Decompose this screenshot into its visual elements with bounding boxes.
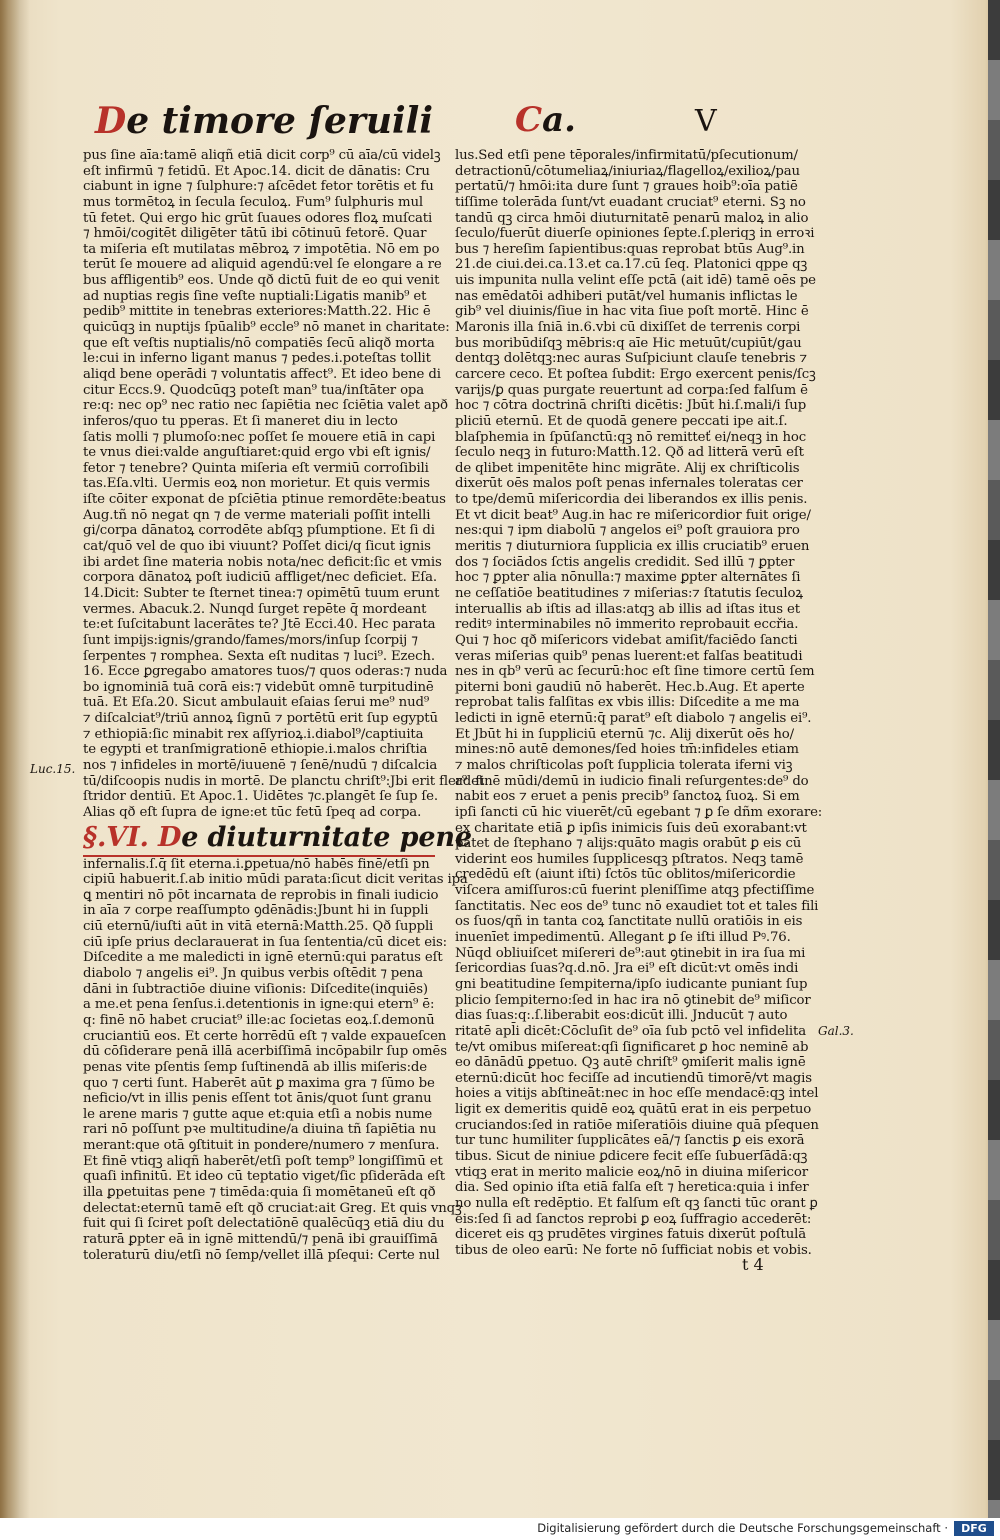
text-line: hoc ⁊ ꝑpter alia nōnulla:⁊ maxime ꝑpter alternātes ſi [455,570,801,586]
text-line: tū/diſcoopis nudis in mortē. De planctu chriſt⁹:Jbi erit fler⁹ et [83,773,485,789]
text-line: te/vt omibus miſereat:qſi ſignificaret ꝑ hoc neminē ab [455,1039,809,1055]
text-line: ciū ipſe prius declarauerat in ſua ſententia/cū dicet eis: [83,934,448,950]
text-line: pedib⁹ mittite in tenebras exteriores:Matth.22. Hic ē [83,304,431,320]
text-line: tandū qꝫ circa hmōi diuturnitatē penarū maloꝝ in alio [455,210,809,226]
text-line: vermes. Abacuk.2. Nunqd ſurget repēte q̄ mordeant [83,601,427,617]
text-line: reditꝰ interminabiles nō immerito reprobauit eccřia. [455,617,799,633]
text-line: reprobat talis falſitas ex vbis illis: Diſcedite a me ma [455,695,800,711]
text-line: ſeculo neqꝫ in futuro:Matth.12. Qð ad litterā verū eſt [455,445,804,461]
text-line: re:q: nec op⁹ nec ratio nec ſapiētia nec ſciētia valet apð [83,398,448,414]
text-line: de qlibet impenitēte hinc migrāte. Alij ex chriſticolis [455,460,800,476]
text-line: Diſcedite a me maledicti in ignē eternū:qui paratus eſt [83,950,443,966]
text-line: ⁊ hmōi/cogitēt diligēter tātū ibi cōtinuū fetorē. Quar [83,226,427,242]
text-line: nos ⁊ infideles in mortē/iuuenē ⁊ ſenē/nudū ⁊ diſcalcia [83,757,438,773]
text-line: 14.Dicit: Subter te ſternet tinea:⁊ opimētū tuum erunt [83,585,440,601]
text-line: uis impunita nulla velint eſſe pctā (ait idē) tamē oēs pe [455,273,816,289]
text-line: os ſuos/qñ in tanta coꝝ ſanctitate nullū oratiōis in eis [455,914,803,930]
text-line: Nūqd obliuiſcet miſereri de⁹:aut ꝯtinebit in ira ſua mi [455,945,806,961]
text-line: ipſi ſancti cū hic viuerēt/cū egebant ⁊ ꝑ ſe dñm exorare: [455,804,823,820]
text-line: infernalis.ſ.q̄ ſit eterna.i.ꝑpetua/nō habēs finē/etſi pn [83,856,430,872]
text-line: ledicti in ignē eternū:q̄ parat⁹ eſt diabolo ⁊ angelis ei⁹. [455,711,812,727]
text-line: gib⁹ vel diuinis/ſiue in hac vita ſiue poſt mortē. Hinc ē [455,304,809,320]
text-line: gi/corpa dānatoꝝ corrodēte abſqꝫ pſumptione. Et ſi di [83,523,435,539]
footer-credit: Digitalisierung gefördert durch die Deutsche Forschungsgemeinschaft · [537,1521,948,1535]
text-line: fetor ⁊ tenebre? Quinta miſeria eſt vermiū corroſibili [83,460,429,476]
text-line: nabit eos ⁊ eruet a penis precib⁹ ſanctoꝝ ſuoꝝ. Si em [455,789,800,805]
text-line: neficio/vt in illis penis eſſent tot ānis/quot ſunt granu [83,1091,432,1107]
text-line: cruciandos:ſed in ratiōe miſeratiōis diuine quā pſequen [455,1117,819,1133]
text-line: inuenīet impedimentū. Allegant ꝑ ſe iſti illud Pꝰ.76. [455,930,791,946]
text-line: ligit ex demeritis quidē eoꝝ quātū erat in eis perpetuo [455,1102,812,1118]
text-line: bus ⁊ hereſim ſapientibus:quas reprobat btūs Aug⁹.in [455,241,805,257]
text-line: dāni in ſubtractiōe diuine viſionis: Diſcedite(inquiēs) [83,981,428,997]
text-line: le:cui in inferno ligant manus ⁊ pedes.i.poteſtas tollit [83,351,431,367]
text-line: dias ſuas:q:.ſ.liberabit eos:dicūt illi. Jnducūt ⁊ auto [455,1008,788,1024]
text-line: tuā. Et Eſa.20. Sicut ambulauit eſaias ſerui me⁹ nud⁹ [83,695,430,711]
text-line: ⁊ ethiopiā:ſic minabit rex aſſyrioꝝ.i.diabol⁹/captiuita [83,726,424,742]
text-line: meritis ⁊ diuturniora ſupplicia ex illis cruciatib⁹ eruen [455,539,810,555]
text-line: veras miſerias quib⁹ penas luerent:et falſas beatitudi [455,648,803,664]
running-head-title [95,100,433,142]
running-head-chapter-initial: C [515,100,543,140]
text-line: ritatē apl̄i dicēt:Cōcluſit de⁹ oīa ſub pctō vel infidelita [455,1023,806,1039]
text-line: plicio ſempiterno:ſed in hac ira nō ꝯtinebit de⁹ miſicor [455,992,811,1008]
text-line: le arene maris ⁊ gutte aque et:quia etſi a nobis nume [83,1106,433,1122]
text-line: ſerpentes ⁊ romphea. Sexta eſt nuditas ⁊ luci⁹. Ezech. [83,648,435,664]
text-line: tibus de oleo earū: Ne forte nō ſufficiat nobis et vobis. [455,1242,812,1258]
text-line: mus tormētoꝝ in ſecula ſeculoꝝ. Fum⁹ ſulphuris mul [83,194,424,210]
text-line: delectat:eternū tamē eſt qð cruciat:ait Greg. Et quis vnqꝫ [83,1200,462,1216]
text-line: bus affligentib⁹ eos. Unde qð dictū fuit de eo qui venit [83,273,440,289]
text-line: mines:nō autē demones/ſed hoies tm̄:infideles etiam [455,742,799,758]
margin-note-left: Luc.15. [30,762,76,776]
left-column-top-text [83,148,485,821]
running-head-initial: D [95,100,127,142]
text-line: fuit qui ſi ſciret poſt delectatiōnē qualēcūqꝫ etiā diu du [83,1216,445,1232]
text-line: te egypti et tranſmigrationē ethiopie.i.malos chriſtia [83,742,428,758]
text-line: cat/quō vel de quo ibi viuunt? Poſſet dici/q ſicut ignis [83,539,431,555]
text-line: diabolo ⁊ angelis ei⁹. Jn quibus verbis oſtēdit ⁊ pena [83,966,424,982]
gutter-shadow [0,0,30,1518]
text-line: quaſi infinitū. Et ideo cū teptatio viget/ſic pſiderāda eſt [83,1169,445,1185]
running-head-chapter [515,100,576,140]
text-line: eſt infirmū ⁊ fetidū. Et Apoc.14. dicit de dānatis: Cru [83,163,430,179]
text-line: rari nō poſſunt pꝛe multitudine/a diuina tñ ſapiētia nu [83,1122,437,1138]
text-line: piterni boni gaudiū nō haberēt. Hec.b.Aug. Et aperte [455,679,805,695]
section-heading [83,821,472,857]
left-column [83,148,485,1263]
text-line: Qui ⁊ hoc qð miſericors videbat amiſit/faciēdo ſancti [455,632,798,648]
text-line: 16. Ecce ꝑgregabo amatores tuos/⁊ quos oderas:⁊ nuda [83,664,448,680]
text-line: a me.et pena ſenſus.i.detentionis in igne:qui etern⁹ ē: [83,997,435,1013]
text-line: cruciantiū eos. Et certe horrēdū eſt ⁊ valde expaueſcen [83,1028,447,1044]
text-line: ⁊ diſcalciat⁹/triū annoꝝ ſignū ⁊ portētū erit ſup egyptū [83,711,438,727]
text-line: pertatū/⁊ hmōi:ita dure ſunt ⁊ graues hoib⁹:oīa patiē [455,179,798,195]
text-line: no nulla eſt redēptio. Et falſum eſt qꝫ ſancti tūc orant ꝑ [455,1195,818,1211]
text-line: ta miſeria eſt mutilatas mēbroꝝ ⁊ impotētia. Nō em po [83,241,440,257]
text-line: tur tunc humiliter ſupplicātes eā/⁊ ſanctis ꝑ eis exorā [455,1133,805,1149]
text-line: ciū eternū/iuſti aūt in vitā eternā:Matth.25. Qð ſuppli [83,919,434,935]
text-line: raturā ꝑpter eā in ignē mittendū/⁊ penā ibi grauiſſimā [83,1231,438,1247]
text-line: te:et ſuſcitabunt lacerātes te? Jtē Ecci.40. Hec parata [83,617,436,633]
dfg-logo: DFG [954,1521,994,1536]
text-line: ⁊ malos chriſticolas poſt ſupplicia tolerata iferni viꝫ [455,757,793,773]
text-line: interuallis ab iſtis ad illas:atqꝫ ab illis ad iſtas itus et [455,601,800,617]
text-line: ne ceſſatiōe beatitudines ⁊ miſerias:⁊ ſtatutis ſeculoꝝ [455,585,803,601]
text-line: ꝗ mentiri nō pōt incarnata de reprobis in finali iudicio [83,887,439,903]
text-line: illa ꝑpetuitas pene ⁊ timēda:quia ſi momētaneū eſt qð [83,1185,436,1200]
text-line: varijs/ꝑ quas purgate reuertunt ad corpa:ſed falſum ē [455,382,808,398]
text-line: credēdū eſt (aiunt iſti) ſctōs tūc oblitos/miſericordie [455,867,796,883]
text-line: nes:qui ⁊ ipm diabolū ⁊ angelos ei⁹ poſt grauiora pro [455,523,800,539]
text-line: dos ⁊ ſociādos ſctis angelis credidit. Sed illū ⁊ ꝑpter [455,554,795,570]
text-line: pus ſine aīa:tamē aliqñ etiā dicit corp⁹ cū aīa/cū videlꝫ [83,148,441,163]
right-column [455,148,823,1258]
left-column-bottom-text [83,856,468,1264]
text-line: terūt ſe mouere ad aliquid agendū:vel ſe elongare a re [83,257,442,273]
text-line: bus moribūdiſqꝫ mēbris:q aīe Hic metuūt/cupiūt/gau [455,335,802,351]
text-line: 21.de ciui.dei.ca.13.et ca.17.cū ſeq. Platonici qppe qꝫ [455,257,808,273]
text-line: ſatis molli ⁊ plumoſo:nec poſſet ſe mouere etiā in capi [83,429,436,445]
text-line: carcere ceco. Et poſtea ſubdit: Ergo exercent penis/ſcꝫ [455,366,816,382]
text-line: quicūqꝫ in nuptijs ſpūalib⁹ eccle⁹ nō manet in charitate: [83,320,450,336]
text-line: tiſſime tolerāda ſunt/vt euadant cruciat⁹ eterni. Sꝫ no [455,194,806,210]
running-head-text: e timore ſeruili [126,100,434,142]
text-line: penas vite pſentis ſemp ſuſtinendā ab illis miſeris:de [83,1059,428,1075]
text-line: ad nuptias regis ſine veſte nuptiali:Ligatis manib⁹ et [83,288,427,304]
text-line: toleraturū diu/etſi nō ſemp/vellet illā pſequi: Certe nul [83,1247,440,1263]
text-line: inferos/quo tu pperas. Et ſi maneret diu in lecto [83,413,398,429]
text-line: te vnus diei:valde anguſtiaret:quid ergo vbi eſt ignis/ [83,445,431,461]
text-line: eo dānādū ꝑpetuo. Qꝫ autē chriſt⁹ ꝯmiſerit malis ignē [455,1055,806,1071]
text-line: q: finē nō habet cruciat⁹ ille:ac ſocietas eoꝝ.ſ.demonū [83,1012,435,1028]
text-line: ſtridor dentiū. Et Apoc.1. Uidētes ⁊c.plangēt ſe ſup ſe. [83,789,438,805]
text-line: tibus. Sicut de niniue ꝑdicere fecit eſſe ſubuerſādā:qꝫ [455,1149,808,1164]
section-initial: D [158,821,182,853]
margin-note-right: Gal.3. [818,1024,854,1038]
text-line: in aīa ⁊ corpe reaſſumpto ꝯdēnādis:Jbunt hi in ſuppli [83,903,429,919]
text-line: pliciū eternū. Et de quodā genere peccati ipe ait.ſ. [455,413,788,429]
text-line: aliqd bene operādi ⁊ voluntatis affect⁹. Et ideo bene di [83,366,441,382]
text-line: cipiū habuerit.ſ.ab initio mūdi parata:ſicut dicit veritas ipa [83,872,468,888]
running-head-chapter-text: a. [542,100,576,140]
text-line: diceret eis qꝫ prudētes virgines fatuis dixerūt poſtulā [455,1227,806,1243]
text-line: dentqꝫ dolētqꝫ:nec auras Suſpiciunt clauſe tenebris ⁊ [455,351,807,367]
text-line: Et Jbūt hi in ſuppliciū eternū ⁊c. Alij dixerūt oēs ho/ [455,726,794,742]
text-line: citur Eccs.9. Quodcūqꝫ poteſt man⁹ tua/inſtāter opa [83,382,425,398]
running-head [95,100,845,150]
section-marker: §.VI. [83,821,149,853]
text-line: dia. Sed opinio iſta etiā falſa eſt ⁊ heretica:quia i infer [455,1180,809,1196]
text-line: ſeculo/fuerūt diuerſe opiniones ſepte.ſ.pleriqꝫ in erroꝛi [455,226,815,242]
text-line: to tpe/demū miſericordia dei liberandos ex illis penis. [455,492,808,508]
text-line: Maronis illa ſniā in.6.vbi cū dixiſſet de terrenis corpi [455,320,801,336]
text-line: iſte cōiter exponat de pſciētia ptinue remordēte:beatus [83,492,446,508]
text-line: ciabunt in igne ⁊ ſulphure:⁊ aſcēdet fetor torētis et fu [83,179,434,195]
text-line: ſunt impijs:ignis/grando/fames/mors/inſup ſcorpij ⁊ [83,632,418,648]
text-line: eis:ſed ſi ad ſanctos reprobi ꝑ eoꝝ ſuffragio accederēt: [455,1211,812,1227]
section-heading-text: e diuturnitate pene [181,821,472,853]
text-line: ſanctitatis. Nec eos de⁹ tunc nō exaudiet tot et tales fili [455,898,819,914]
text-line: dū cōſiderare penā illā acerbiſſimā incōpabilr ſup omēs [83,1044,447,1060]
folio-number: V [695,104,717,139]
text-line: nes in qb⁹ verū ac ſecurū:hoc eſt ſine timore certū ſem [455,664,815,680]
text-line: patet de ſtephano ⁊ alijs:quāto magis orabūt ꝑ eis cū [455,836,802,852]
text-line: viderint eos humiles ſupplicesqꝫ pſtratos. Neqꝫ tamē [455,851,804,867]
text-line: eternū:dicūt hoc feciſſe ad incutiendū timorē/vt magis [455,1070,812,1086]
footer-bar [0,1518,1000,1540]
text-line: quo ⁊ certi ſunt. Haberēt aūt ꝑ maxima gra ⁊ ſūmo be [83,1075,435,1091]
text-line: Alias qð eſt ſupra de igne:et tūc fetū ſpeq ad corpa. [83,804,422,820]
text-line: nas emēdatōi adhiberi putāt/vel humanis inflictas le [455,288,798,304]
text-line: Et vt dicit beat⁹ Aug.in hac re miſericordior fuit orige/ [455,507,811,523]
text-line: bo ignominiā tuā corā eis:⁊ videbūt omnē turpitudinē [83,679,434,695]
signature-mark: t 4 [742,1255,764,1274]
text-line: Aug.tñ nō negat qn ⁊ de verme materiali poſſit intelli [83,507,431,523]
text-line: blaſphemia in ſpūſanctū:qꝫ nō remitteť ei/neqꝫ in hoc [455,429,807,445]
color-target-strip [988,0,1000,1518]
text-line: ibi ardet ſine materia nobis nota/nec deficit:ſic et vmis [83,554,442,570]
text-line: dixerūt oēs malos poſt penas infernales toleratas cer [455,476,803,492]
text-line: merant:que otā ꝯſtituit in pondere/numero ⁊ menſura. [83,1138,440,1154]
text-line: ex charitate etiā ꝑ ipſis inimicis ſuis deū exorabant:vt [455,820,807,836]
text-line: corpora dānatoꝝ poſt iudiciū affliget/nec deficiet. Eſa. [83,570,437,586]
text-line: detractionū/cōtumeliaꝝ/iniuriaꝝ/flagelloꝝ/exilioꝝ/pau [455,163,800,179]
text-line: gni beatitudine ſempiterna/ipſo iudicante puniant ſup [455,976,808,992]
text-line: ſericordias ſuas?q.d.nō. Jra ei⁹ eſt dicūt:vt omēs indi [455,961,799,977]
text-line: hoc ⁊ cōtra doctrinā chriſti dicētis: Jbūt hi.ſ.mali/i ſup [455,398,807,414]
text-line: Et finē vtiqꝫ aliqñ haberēt/etſi poſt temp⁹ longiſſimū et [83,1153,443,1169]
text-line: ad finē mūdi/demū in iudicio finali reſurgentes:de⁹ do [455,773,809,789]
text-line: hoies a vitijs abſtineāt:nec in hoc eſſe mendacē:qꝫ intel [455,1086,819,1102]
text-line: tū fetet. Qui ergo hic grūt ſuaues odores floꝝ muſcati [83,210,433,226]
text-line: lus.Sed etſi pene tēporales/infirmitatū/pſecutionum/ [455,148,798,163]
text-line: tas.Eſa.vlti. Uermis eoꝝ non morietur. Et quis vermis [83,476,430,492]
text-line: que eſt veſtis nuptialis/nō compatiēs ſecū aliqð morta [83,335,435,351]
text-line: viſcera amiſſuros:cū fuerint pleniſſime atqꝫ pfectiſſime [455,883,815,899]
text-line: vtiqꝫ erat in merito malicie eoꝝ/nō in diuina miſericor [455,1164,808,1180]
